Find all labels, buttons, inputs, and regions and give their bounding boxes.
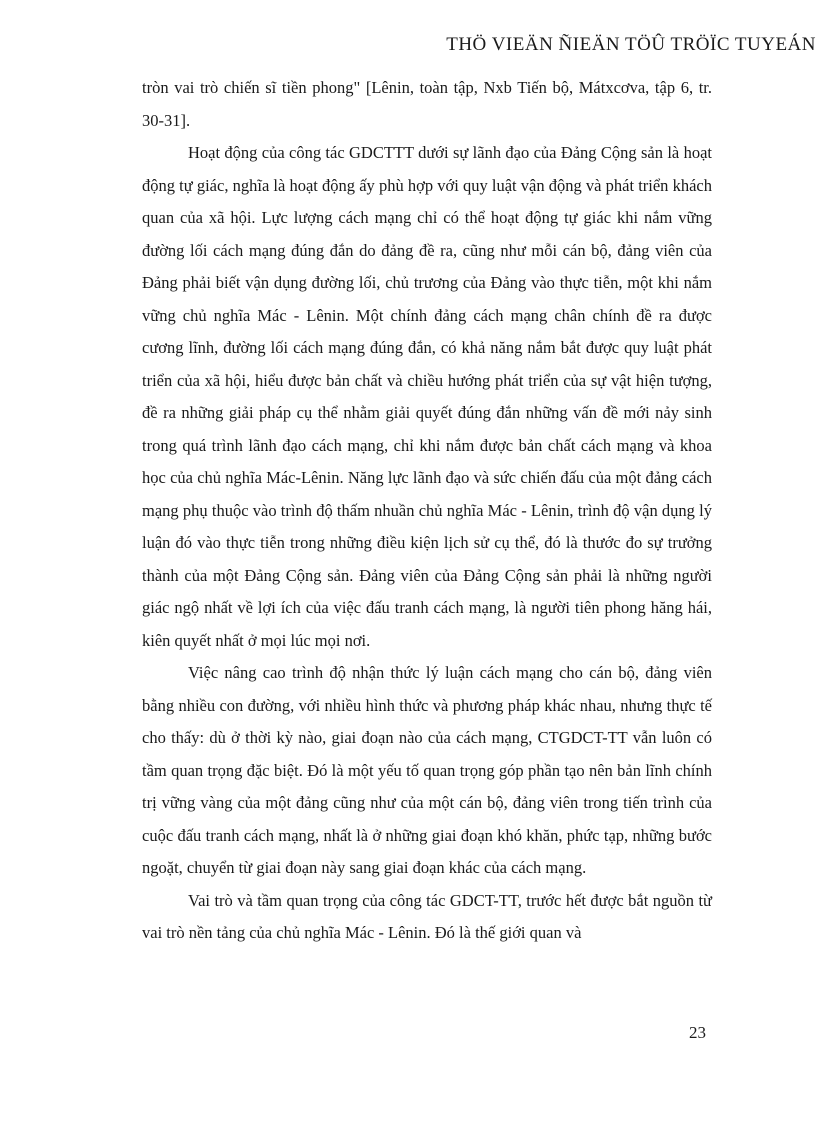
page-number: 23 <box>689 1023 706 1042</box>
paragraph-4: Vai trò và tầm quan trọng của công tác GDCT-TT, trước hết được bắt nguồn từ vai trò nền tảng của chủ nghĩa Mác - Lênin. Đó là thế giới quan và <box>142 890 712 942</box>
page-header: THÖ VIEÄN ÑIEÄN TÖÛ TRÖÏC TUYEÁN <box>446 34 816 55</box>
paragraph-2: Hoạt động của công tác GDCTTT dưới sự lãnh đạo của Đảng Cộng sản là hoạt động tự giác, nghĩa là hoạt động ấy phù hợp với quy luật vận động và phát triển khách quan của xã hội. Lực lượng cách mạng chỉ có thể hoạt động tự giác khi nắm vững đường lối cách mạng đúng đắn do đảng đề ra, cũng như mỗi cán bộ, đảng viên của Đảng phải biết vận dụng đường lối, chủ trương của Đảng vào thực tiễn, một khi nắm vững chủ nghĩa Mác - Lênin. Một chính đảng cách mạng chân chính đề ra được cương lĩnh, đường lối cách mạng đúng đắn, có khả năng nắm bắt được quy luật phát triển của xã hội, hiểu được bản chất và chiều hướng phát triển của sự vật hiện tượng, đề ra những giải pháp cụ thể nhằm giải quyết đúng đắn những vấn đề mới nảy sinh trong quá trình lãnh đạo cách mạng, chỉ khi nắm được bản chất cách mạng và khoa học của chủ nghĩa Mác-Lênin. Năng lực lãnh đạo và sức chiến đấu của một đảng cách mạng phụ thuộc vào trình độ thấm nhuần chủ nghĩa Mác - Lênin, trình độ vận dụng lý luận đó vào thực tiễn trong những điều kiện lịch sử cụ thể, đó là thước đo sự trưởng thành của một Đảng Cộng sản. Đảng viên của Đảng Cộng sản phải là những người giác ngộ nhất về lợi ích của việc đấu tranh cách mạng, là người tiên phong hăng hái, kiên quyết nhất ở mọi lúc mọi nơi. <box>142 143 712 650</box>
paragraph-3: Việc nâng cao trình độ nhận thức lý luận cách mạng cho cán bộ, đảng viên bằng nhiều con đường, với nhiều hình thức và phương pháp khác nhau, nhưng thực tế cho thấy: dù ở thời kỳ nào, giai đoạn nào của cách mạng, CTGDCT-TT vẫn luôn có tầm quan trọng đặc biệt. Đó là một yếu tố quan trọng góp phần tạo nên bản lĩnh chính trị vững vàng của một đảng cũng như của một cán bộ, đảng viên trong tiến trình của cuộc đấu tranh cách mạng, nhất là ở những giai đoạn khó khăn, phức tạp, những bước ngoặt, chuyển từ giai đoạn này sang giai đoạn khác của cách mạng. <box>142 663 712 877</box>
paragraph-1: tròn vai trò chiến sĩ tiền phong" [Lênin, toàn tập, Nxb Tiến bộ, Mátxcơva, tập 6, tr. 30-31]. <box>142 78 712 130</box>
document-body <box>142 72 712 950</box>
